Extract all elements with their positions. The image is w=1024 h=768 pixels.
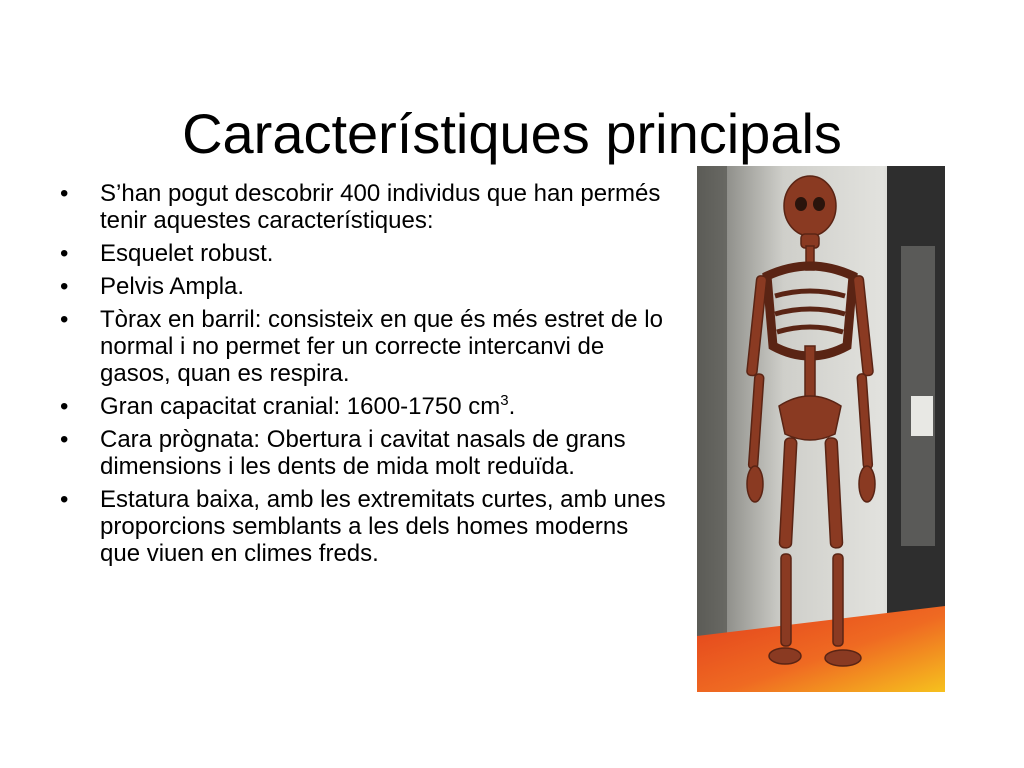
bullet-text: Cara prògnata: Obertura i cavitat nasals de grans dimensions i les dents de mida molt reduïda.	[100, 426, 626, 480]
bullet-text: Estatura baixa, amb les extremitats curtes, amb unes proporcions semblants a les dels homes moderns que viuen en climes freds.	[100, 486, 666, 567]
bullet-text: Pelvis Ampla.	[100, 273, 245, 300]
bullet-icon: •	[60, 273, 69, 300]
skeleton-photo	[697, 166, 945, 692]
cranial-capacity-suffix: .	[508, 393, 516, 420]
list-item	[60, 273, 670, 300]
cm-cubed-superscript: 3	[500, 392, 509, 409]
list-item	[60, 486, 670, 567]
bullet-icon: •	[60, 240, 69, 267]
bullet-icon: •	[60, 426, 69, 453]
cranial-capacity-text: Gran capacitat cranial: 1600-1750 cm	[100, 393, 501, 420]
list-item	[60, 240, 670, 267]
skeleton-photo-icon	[697, 166, 945, 692]
bullet-text: Tòrax en barril: consisteix en que és més estret de lo normal i no permet fer un correcte intercanvi de gasos, quan es respira.	[100, 306, 663, 387]
list-item	[60, 393, 670, 420]
bullet-list	[60, 180, 670, 573]
bullet-icon: •	[60, 180, 69, 207]
slide-title: Característiques principals	[182, 101, 842, 165]
bullet-icon: •	[60, 486, 69, 513]
list-item	[60, 426, 670, 480]
list-item	[60, 306, 670, 387]
list-item	[60, 180, 670, 234]
bullet-icon: •	[60, 393, 69, 420]
bullet-text: Esquelet robust.	[100, 240, 274, 267]
bullet-icon: •	[60, 306, 69, 333]
bullet-text: S’han pogut descobrir 400 individus que han permés tenir aquestes característiques:	[100, 180, 661, 234]
